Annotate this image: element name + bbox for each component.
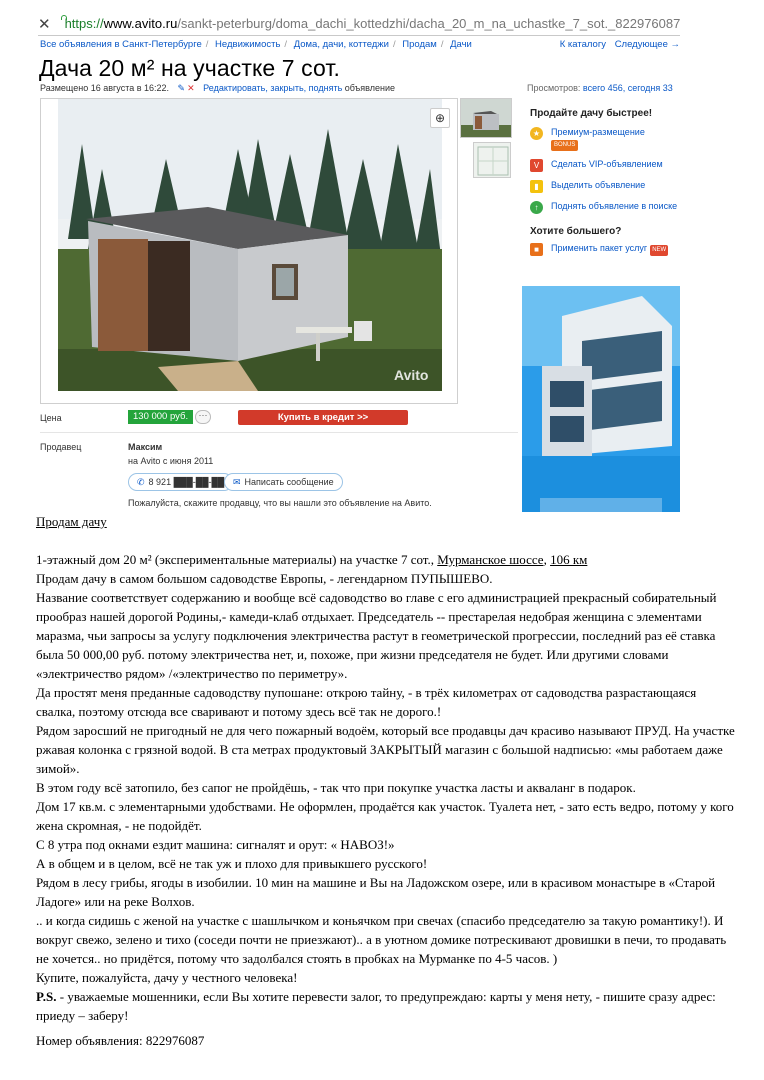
promo-highlight-label[interactable]: Выделить объявление xyxy=(551,180,646,190)
vip-icon: V xyxy=(530,159,543,172)
new-badge: NEW xyxy=(650,245,668,256)
seller-since: на Avito с июня 2011 xyxy=(128,456,214,466)
chat-icon: ✉ xyxy=(233,477,241,487)
delete-icon[interactable]: ✕ xyxy=(187,83,195,93)
divider xyxy=(40,432,518,433)
description-paragraph: Рядом заросший не пригодный не для чего пожарный водоём, который все продавцы дач красиво называют ПРУД. На участке ржавая колонка с грязной водой. В ста метрах продуктовый ЗАКРЫТЫЙ магазин с большой надписью: «мы работаем даже зимой». xyxy=(36,723,735,776)
message-button[interactable] xyxy=(224,473,343,491)
breadcrumb: Все объявления в Санкт-Петербурге / Недвижимость / Дома, дачи, коттеджи / Продам / Дачи К каталогу Следующее → xyxy=(40,39,680,50)
description-paragraph: А в общем и в целом, всё не так уж и плохо для привыкшего русского! xyxy=(36,856,428,871)
zoom-icon[interactable]: ⊕ xyxy=(430,108,450,128)
description-paragraph: Да простят меня преданные садоводству пупошане: открою тайну, - в трёх километрах от садоводства разрастающаяся свалка, поэтому отсюда все сваривают и потому здесь всё так не дорого.! xyxy=(36,685,697,719)
star-icon: ★ xyxy=(530,127,543,140)
promo-highlight[interactable] xyxy=(530,180,680,193)
edit-links[interactable]: Редактировать, закрыть, поднять xyxy=(203,83,343,93)
arrow-up-icon: ↑ xyxy=(530,201,543,214)
package-label[interactable]: Применить пакет услуг xyxy=(551,243,648,253)
breadcrumb-item[interactable]: Продам xyxy=(402,39,437,50)
description-paragraph: В этом году всё затопило, без сапог не пройдёшь, - так что при покупке участка ласты и акваланг в подарок. xyxy=(36,780,636,795)
photo-thumbnail[interactable] xyxy=(460,98,512,138)
description-paragraph: С 8 утра под окнами ездит машина: сигналят и орут: « НАВОЗ!» xyxy=(36,837,395,852)
next-link[interactable]: Следующее → xyxy=(614,39,680,50)
description-paragraph: Рядом в лесу грибы, ягоды в изобилии. 10 мин на машине и Вы на Ладожском озере, или в красивом монастыре в «Старой Ладоге» или на реке Волхов. xyxy=(36,875,716,909)
description-paragraph: Продам дачу в самом большом садоводстве Европы, - легендарном ПУПЫШЕВО. xyxy=(36,571,493,586)
banner-ad[interactable] xyxy=(522,286,680,512)
promo-premium-label[interactable]: Премиум-размещение xyxy=(551,127,645,137)
description-heading: Продам дачу xyxy=(36,514,107,529)
summary-text: 1-этажный дом 20 м² (экспериментальные материалы) на участке 7 сот., xyxy=(36,552,438,567)
ps-label: P.S. xyxy=(36,989,57,1004)
marker-icon: ▮ xyxy=(530,180,543,193)
url-path: /sankt-peterburg/doma_dachi_kottedzhi/dacha_20_m_na_uchastke_7_sot._822976087 xyxy=(177,16,681,31)
price-value: 130 000 руб. xyxy=(128,410,193,424)
distance-link[interactable]: 106 км xyxy=(550,552,588,567)
breadcrumb-item[interactable]: Дома, дачи, коттеджи xyxy=(293,39,389,50)
post-meta xyxy=(40,83,395,94)
posted-date: Размещено 16 августа в 16:22. xyxy=(40,83,170,93)
avito-watermark: Avito xyxy=(394,367,429,383)
description xyxy=(36,512,736,1025)
promo-raise-label[interactable]: Поднять объявление в поиске xyxy=(551,201,678,211)
bonus-badge: BONUS xyxy=(551,140,578,151)
ad-number: Номер объявления: 822976087 xyxy=(36,1033,205,1048)
more-heading: Хотите большего? xyxy=(530,226,622,237)
views-value[interactable]: всего 456, сегодня 33 xyxy=(582,83,673,93)
promo-vip-label[interactable]: Сделать VIP-объявлением xyxy=(551,159,663,169)
views-label: Просмотров: xyxy=(527,83,581,93)
promo-premium[interactable] xyxy=(530,127,680,151)
ps-text: - уважаемые мошенники, если Вы хотите перевести залог, то предупреждаю: карты у меня нету, - пишите сразу адрес: приеду – заберу! xyxy=(36,989,716,1023)
description-paragraph: Купите, пожалуйста, дачу у честного человека! xyxy=(36,970,298,985)
promo-sidebar xyxy=(530,108,680,256)
ad-building-image xyxy=(522,286,680,512)
thumbnail-plan xyxy=(474,143,511,178)
message-button-label: Написать сообщение xyxy=(244,477,334,487)
seller-note: Пожалуйста, скажите продавцу, что вы нашли это объявление на Авито. xyxy=(128,498,432,508)
close-icon[interactable]: ✕ xyxy=(38,15,51,33)
page-title: Дача 20 м² на участке 7 сот. xyxy=(39,55,340,81)
promo-raise[interactable] xyxy=(530,201,680,214)
phone-number: 8 921 ███-██-██ xyxy=(148,477,225,487)
promo-vip[interactable] xyxy=(530,159,680,172)
url-scheme: https:// xyxy=(64,16,104,31)
views-counter xyxy=(527,83,673,93)
description-paragraph: Название соответствует содержанию и вообще всё садоводство во главе с его администрацией прекрасный собирательный прообраз нашей дорогой Родины,- камеди-клаб отдыхает. Председатель -- престарелая недобрая женщина с элементами маразма, чьи запросы за услугу подключения электричества растут в геометрической прогрессии, последний раз её ставка была 50 000,00 руб. потому электричества нет, и, похоже, при жизни председателя не будет. Или другими словами «электричество рядом» /«электричество по периметру». xyxy=(36,590,717,681)
description-paragraph: Дом 17 кв.м. с элементарными удобствами. Не оформлен, продаётся как участок. Туалета нет, - зато есть ведро, потому у кого жена скромная, - не подойдёт. xyxy=(36,799,734,833)
breadcrumb-item[interactable]: Все объявления в Санкт-Петербурге xyxy=(40,39,202,50)
description-ps xyxy=(36,987,736,1025)
price-label: Цена xyxy=(40,413,62,423)
more-button[interactable]: ··· xyxy=(195,410,211,424)
breadcrumb-item[interactable]: Дачи xyxy=(450,39,472,50)
address-bar[interactable] xyxy=(38,12,680,36)
seller-name[interactable]: Максим xyxy=(128,442,163,452)
phone-icon: ✆ xyxy=(137,477,145,487)
road-link[interactable]: Мурманское шоссе xyxy=(437,552,544,567)
catalog-link[interactable]: К каталогу xyxy=(559,39,607,50)
edit-suffix: объявление xyxy=(344,83,395,93)
thumbnail-image xyxy=(461,99,512,138)
promo-heading: Продайте дачу быстрее! xyxy=(530,108,653,119)
phone-button[interactable] xyxy=(128,473,233,491)
buy-credit-button[interactable]: Купить в кредит >> xyxy=(238,410,408,425)
description-paragraph: .. и когда сидишь с женой на участке с шашлычком и коньячком при свечах (спасибо председателю за такую романтику!). И вокруг свежо, зелено и тихо (соседи почти не приезжают).. а в уютном домике потрескивают дровишки в печи, то продавать не хочется.. но придётся, потому что задолбался стоять в пробках на Мурманке по 4-5 часов. ) xyxy=(36,913,727,966)
breadcrumb-item[interactable]: Недвижимость xyxy=(215,39,281,50)
seller-label: Продавец xyxy=(40,442,82,452)
house-photo xyxy=(58,99,442,391)
main-photo[interactable] xyxy=(40,98,458,404)
pencil-icon[interactable]: ✎ xyxy=(177,83,186,93)
promo-package[interactable] xyxy=(530,243,680,256)
description-summary xyxy=(36,550,736,569)
summary-sep: , xyxy=(543,552,551,567)
package-icon: ■ xyxy=(530,243,543,256)
photo-thumbnail[interactable] xyxy=(473,142,511,178)
url-host: www.avito.ru xyxy=(103,16,178,31)
